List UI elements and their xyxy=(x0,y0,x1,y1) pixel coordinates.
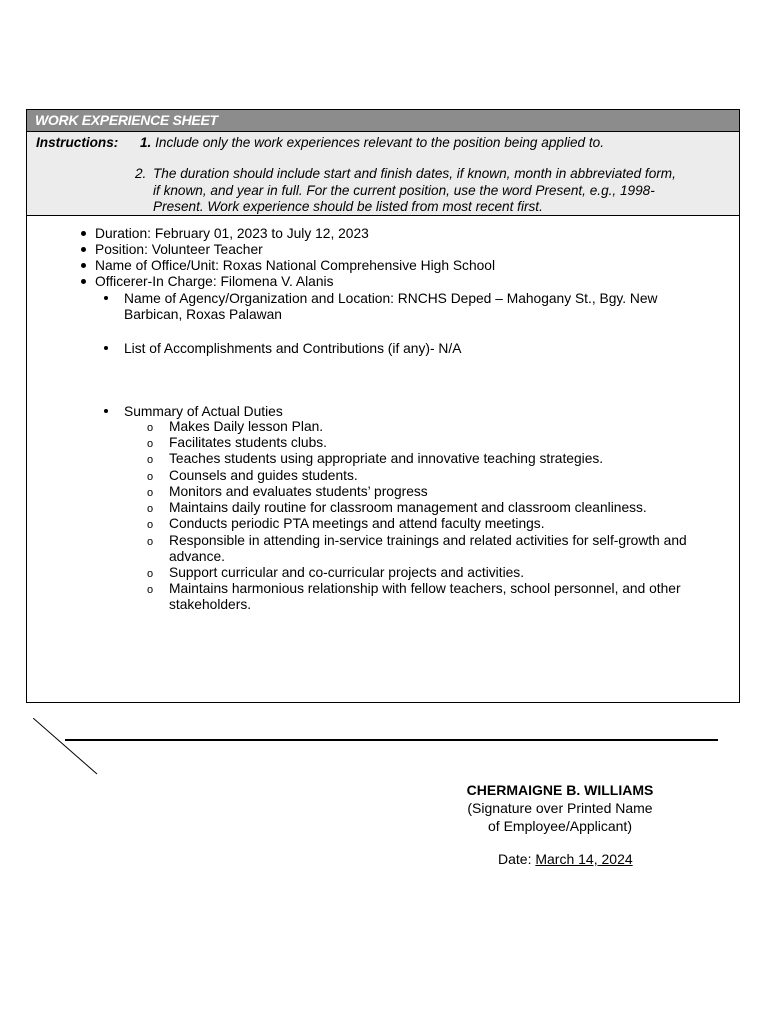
work-experience-sheet xyxy=(26,109,740,703)
applicant-name: CHERMAIGNE B. WILLIAMS xyxy=(466,782,654,798)
signature-block xyxy=(440,781,680,835)
instruction-1 xyxy=(140,135,604,150)
summary-label: Summary of Actual Duties xyxy=(124,404,283,419)
duty-item: Responsible in attending in-service trainings and related activities for self-growth and xyxy=(169,533,687,548)
duty-item: Monitors and evaluates students’ progress xyxy=(169,484,428,499)
officer-text: Officerer-In Charge: Filomena V. Alanis xyxy=(95,274,334,289)
instruction-1-text: Include only the work experiences relevant to the position being applied to. xyxy=(155,135,605,150)
instruction-2-line1: The duration should include start and finish dates, if known, month in abbreviated form, xyxy=(153,166,676,181)
duty-item: Maintains harmonious relationship with fellow teachers, school personnel, and other xyxy=(169,581,681,596)
duty-item: Makes Daily lesson Plan. xyxy=(169,419,324,434)
circle-bullet-icon: o xyxy=(147,438,154,450)
bullet-icon xyxy=(81,231,86,236)
bullet-icon xyxy=(81,279,86,284)
office-text: Name of Office/Unit: Roxas National Comprehensive High School xyxy=(95,258,496,273)
date-value: March 14, 2024 xyxy=(535,851,633,867)
duty-item: advance. xyxy=(169,549,225,564)
bullet-icon xyxy=(81,247,86,252)
instructions-label: Instructions: xyxy=(36,135,119,150)
instruction-2 xyxy=(135,166,733,216)
instruction-1-number: 1. xyxy=(140,135,152,150)
date-line xyxy=(498,851,633,867)
circle-bullet-icon: o xyxy=(147,487,154,499)
instruction-2-line3: Present. Work experience should be listed from most recent first. xyxy=(153,199,543,214)
bullet-icon xyxy=(81,263,86,268)
duty-item: Teaches students using appropriate and innovative teaching strategies. xyxy=(169,451,604,466)
circle-bullet-icon: o xyxy=(147,519,154,531)
circle-bullet-icon: o xyxy=(147,471,154,483)
divider-line xyxy=(65,739,718,741)
signature-caption-line2: of Employee/Applicant) xyxy=(488,818,632,834)
circle-bullet-icon: o xyxy=(147,503,154,515)
circle-bullet-icon: o xyxy=(147,454,154,466)
bullet-icon xyxy=(104,346,108,350)
bullet-icon xyxy=(104,296,108,300)
instruction-2-line2: if known, and year in full. For the current position, use the word Present, e.g., 1998- xyxy=(153,182,655,198)
duty-item: stakeholders. xyxy=(169,597,252,612)
signature-caption-line1: (Signature over Printed Name xyxy=(467,800,653,816)
circle-bullet-icon: o xyxy=(147,536,154,548)
instructions-block xyxy=(27,132,739,216)
position-text: Position: Volunteer Teacher xyxy=(95,242,263,257)
agency-line1: Name of Agency/Organization and Location: RNCHS Deped – Mahogany St., Bgy. New xyxy=(124,291,658,306)
bullet-icon xyxy=(104,409,108,413)
duty-item: Facilitates students clubs. xyxy=(169,435,327,450)
duration-text: Duration: February 01, 2023 to July 12, 2023 xyxy=(95,226,369,241)
circle-bullet-icon: o xyxy=(147,568,154,580)
date-label: Date: xyxy=(498,851,532,867)
circle-bullet-icon: o xyxy=(147,422,154,434)
duty-item: Conducts periodic PTA meetings and attend faculty meetings. xyxy=(169,516,545,531)
duty-item: Maintains daily routine for classroom management and classroom cleanliness. xyxy=(169,500,647,515)
accomplishments-text: List of Accomplishments and Contributions (if any)- N/A xyxy=(124,341,462,356)
diagonal-line xyxy=(33,718,103,778)
duty-item: Counsels and guides students. xyxy=(169,468,358,483)
agency-line2: Barbican, Roxas Palawan xyxy=(124,307,282,322)
circle-bullet-icon: o xyxy=(147,584,154,596)
duty-item: Support curricular and co-curricular projects and activities. xyxy=(169,565,525,580)
instruction-2-number: 2. xyxy=(135,166,147,181)
sheet-title: WORK EXPERIENCE SHEET xyxy=(27,110,739,132)
